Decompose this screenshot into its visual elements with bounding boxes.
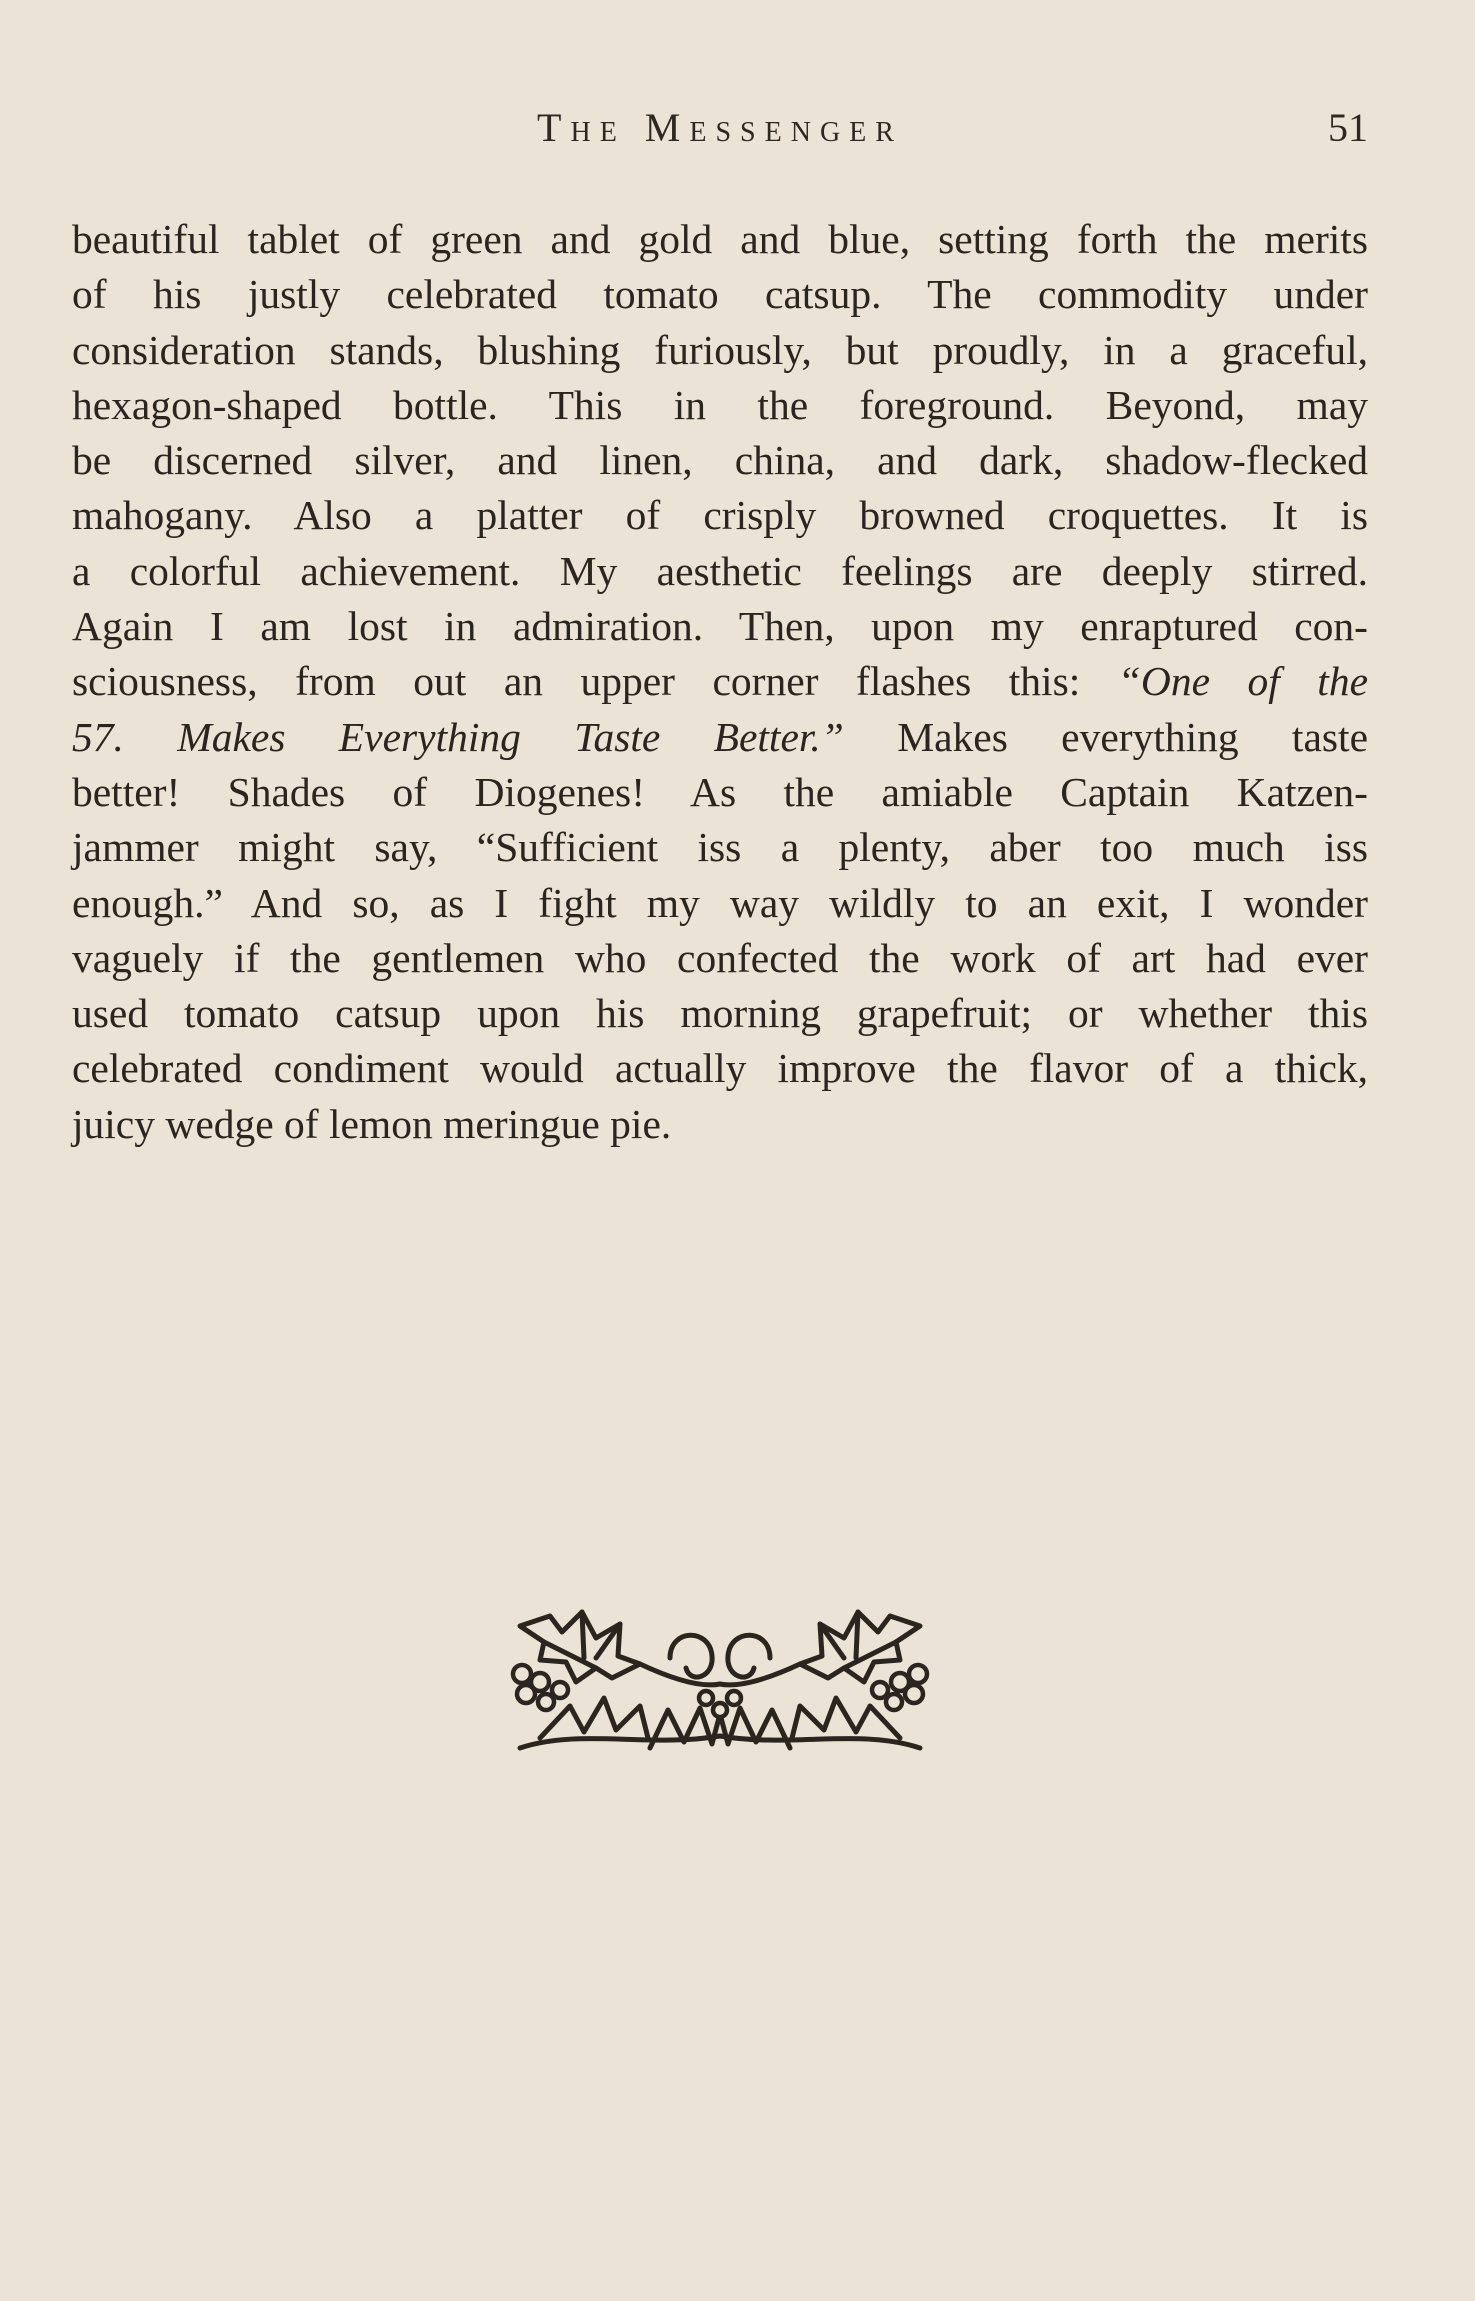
- text-line: better! Shades of Diogenes! As the amiable Captain Katzen-: [72, 768, 1368, 815]
- text-line: be discerned silver, and linen, china, and dark, shadow-flecked: [72, 437, 1368, 484]
- text-line: a colorful achievement. My aesthetic feelings are deeply stirred.: [72, 547, 1368, 594]
- grapevine-tailpiece-icon: [500, 1598, 940, 1768]
- text-line: consideration stands, blushing furiously, but proudly, in a graceful,: [72, 326, 1368, 373]
- text-line: jammer might say, “Sufficient iss a plenty, aber too much iss: [72, 824, 1368, 871]
- text-line: enough.” And so, as I fight my way wildly to an exit, I wonder: [72, 879, 1368, 926]
- text-line: of his justly celebrated tomato catsup. The commodity under: [72, 271, 1368, 318]
- text-line: Again I am lost in admiration. Then, upon my enraptured con-: [72, 603, 1368, 650]
- text-line: juicy wedge of lemon meringue pie.: [72, 1100, 672, 1147]
- text-line: beautiful tablet of green and gold and blue, setting forth the merits: [72, 216, 1368, 262]
- text-line: mahogany. Also a platter of crisply browned croquettes. It is: [72, 492, 1368, 539]
- text-line: 57. Makes Everything Taste Better.” Makes everything taste: [72, 713, 1368, 760]
- slogan-quote: 57. Makes Everything Taste Better.”: [72, 713, 844, 760]
- text-line: hexagon-shaped bottle. This in the foreground. Beyond, may: [72, 381, 1368, 428]
- text-line: sciousness, from out an upper corner flashes this: “One of the: [72, 658, 1368, 705]
- slogan-quote: “One of the: [1117, 658, 1368, 705]
- text-line: vaguely if the gentlemen who confected the work of art had ever: [72, 934, 1368, 981]
- running-title: The Messenger: [537, 105, 903, 150]
- page-header: [72, 104, 1368, 164]
- text-line: celebrated condiment would actually improve the flavor of a thick,: [72, 1045, 1368, 1092]
- page-number: 51: [1328, 105, 1368, 150]
- text-line: used tomato catsup upon his morning grapefruit; or whether this: [72, 990, 1368, 1037]
- body-paragraph: [72, 212, 1368, 1152]
